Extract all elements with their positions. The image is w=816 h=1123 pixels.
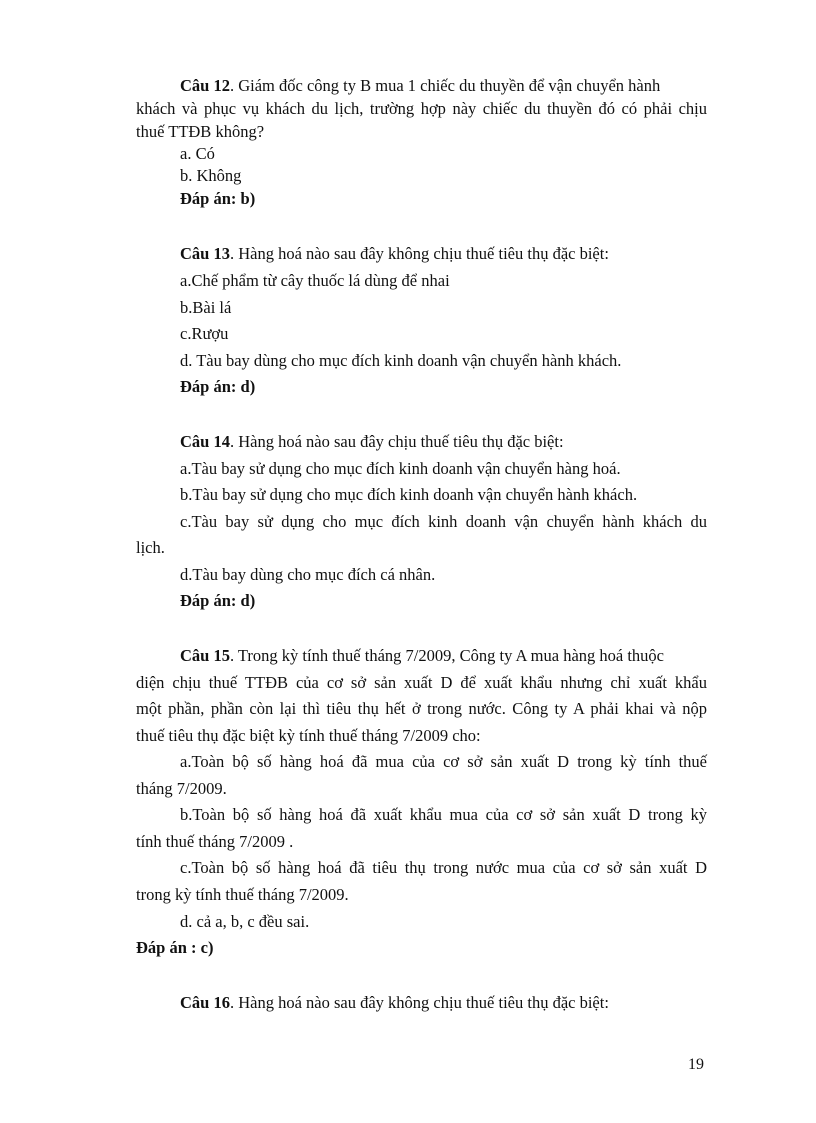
page-number: 19 [688, 1056, 704, 1073]
q13-answer: Đáp án: d) [180, 377, 256, 396]
q14-option-a: a.Tàu bay sử dụng cho mục đích kinh doanh vận chuyển hàng hoá. [180, 459, 621, 478]
q13-option-b: b.Bài lá [180, 298, 232, 317]
q12-line-2: khách và phục vụ khách du lịch, trường hợp này chiếc du thuyền đó có phải chịu [136, 99, 707, 118]
q15-line-2: diện chịu thuế TTĐB của cơ sở sản xuất D để xuất khẩu nhưng chỉ xuất khẩu [136, 673, 707, 692]
q15-option-a-cont: tháng 7/2009. [136, 779, 227, 798]
q13-option-c: c.Rượu [180, 324, 229, 343]
q15-line-1: Câu 15. Trong kỳ tính thuế tháng 7/2009, Công ty A mua hàng hoá thuộc [180, 646, 665, 665]
q15-option-d: d. cả a, b, c đều sai. [180, 912, 310, 931]
q15-option-b-cont: tính thuế tháng 7/2009 . [136, 832, 294, 851]
q14-option-b: b.Tàu bay sử dụng cho mục đích kinh doanh vận chuyển hành khách. [180, 485, 638, 504]
q15-answer: Đáp án : c) [136, 938, 214, 957]
q15-line-4: thuế tiêu thụ đặc biệt kỳ tính thuế tháng 7/2009 cho: [136, 726, 481, 745]
q15-option-c-cont: trong kỳ tính thuế tháng 7/2009. [136, 885, 349, 904]
q15-line-3: một phần, phần còn lại thì tiêu thụ hết ở trong nước. Công ty A phải khai và nộp [136, 699, 707, 718]
q12-option-a: a. Có [180, 144, 215, 163]
q16-label: Câu 16 [180, 993, 230, 1012]
q12-line-1: Câu 12. Giám đốc công ty B mua 1 chiếc du thuyền để vận chuyển hành [180, 76, 661, 95]
q13-label: Câu 13 [180, 244, 230, 263]
q15-label: Câu 15 [180, 646, 230, 665]
q15-option-c: c.Toàn bộ số hàng hoá đã tiêu thụ trong nước mua của cơ sở sản xuất D [180, 858, 707, 877]
q14-label: Câu 14 [180, 432, 230, 451]
q16-question: Câu 16. Hàng hoá nào sau đây không chịu thuế tiêu thụ đặc biệt: [180, 993, 609, 1012]
q15-option-b: b.Toàn bộ số hàng hoá đã xuất khẩu mua của cơ sở sản xuất D trong kỳ [180, 805, 707, 824]
q13-question: Câu 13. Hàng hoá nào sau đây không chịu thuế tiêu thụ đặc biệt: [180, 244, 609, 263]
q14-question: Câu 14. Hàng hoá nào sau đây chịu thuế tiêu thụ đặc biệt: [180, 432, 564, 451]
q14-option-c: c.Tàu bay sử dụng cho mục đích kinh doanh vận chuyển hành khách du [180, 512, 707, 531]
q12-answer: Đáp án: b) [180, 189, 256, 208]
q13-option-d: d. Tàu bay dùng cho mục đích kinh doanh vận chuyển hành khách. [180, 351, 622, 370]
q15-option-a: a.Toàn bộ số hàng hoá đã mua của cơ sở sản xuất D trong kỳ tính thuế [180, 752, 707, 771]
q14-answer: Đáp án: d) [180, 591, 256, 610]
q12-line-3: thuế TTĐB không? [136, 122, 265, 141]
q12-label: Câu 12 [180, 76, 230, 95]
q14-option-c-cont: lịch. [136, 538, 165, 557]
q12-option-b: b. Không [180, 166, 242, 185]
q13-option-a: a.Chế phẩm từ cây thuốc lá dùng để nhai [180, 271, 450, 290]
q14-option-d: d.Tàu bay dùng cho mục đích cá nhân. [180, 565, 436, 584]
